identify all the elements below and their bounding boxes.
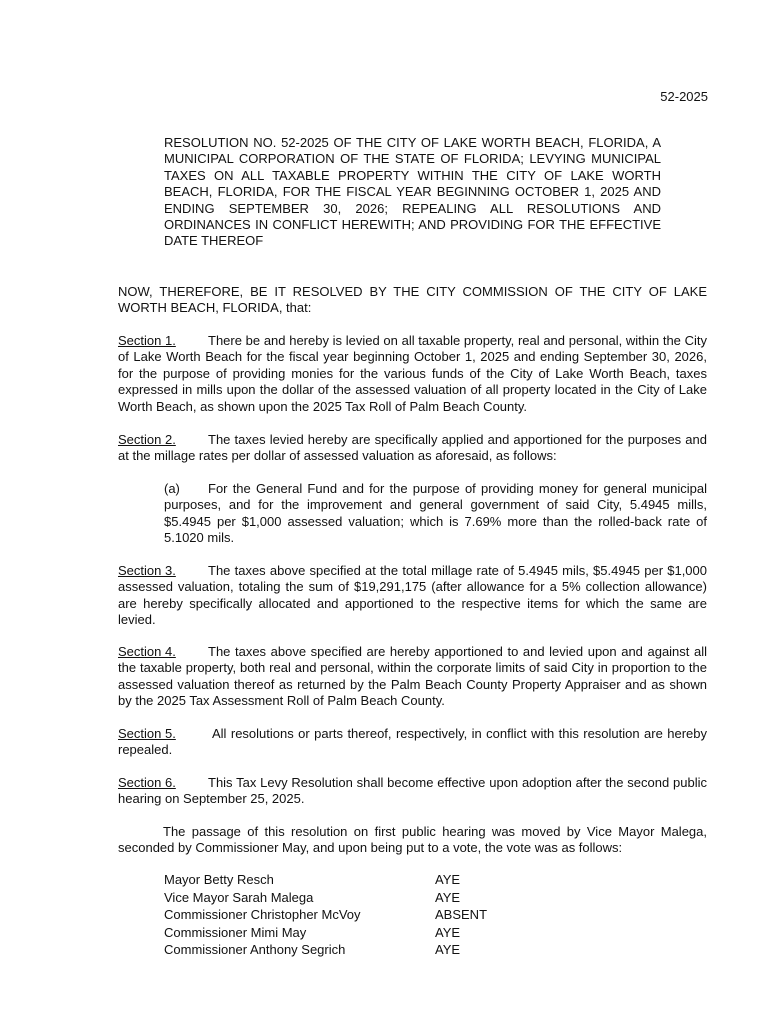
vote-value: AYE <box>435 942 461 958</box>
section-text: The taxes above specified are hereby apportioned to and levied upon and against all the taxable property, both real and personal, within the corporate limits of said City in proportion to the assessed valuation thereof as returned by the Palm Beach County Property Appraiser and as shown by the 2025 Tax Assessment Roll of Palm Beach County. <box>118 644 707 709</box>
subsection-text: For the General Fund and for the purpose of providing money for general municipal purposes, and for the improvement and general government of said City, 5.4945 mills, $5.4945 per $1,000 assessed valuation; which is 7.69% more than the rolled-back rate of 5.1020 mils. <box>164 481 707 546</box>
voter-name: Commissioner Mimi May <box>164 924 307 940</box>
section-heading: Section 2. <box>118 432 176 447</box>
section-6 <box>118 775 707 808</box>
section-3 <box>118 563 707 629</box>
subsection-a <box>164 481 707 547</box>
voter-name: Mayor Betty Resch <box>164 872 274 887</box>
section-heading: Section 6. <box>118 775 176 790</box>
vote-value: ABSENT <box>435 907 488 923</box>
section-4 <box>118 644 707 710</box>
section-heading: Section 4. <box>118 644 176 659</box>
vote-row <box>164 942 564 960</box>
subsection-marker: (a) <box>164 481 180 496</box>
section-text: This Tax Levy Resolution shall become effective upon adoption after the second public hearing on September 25, 2025. <box>118 775 707 807</box>
document-number: 52-2025 <box>660 89 708 104</box>
voter-name: Vice Mayor Sarah Malega <box>164 889 314 905</box>
passage-paragraph <box>118 824 707 857</box>
voter-name: Commissioner Christopher McVoy <box>164 907 361 923</box>
section-text: There be and hereby is levied on all taxable property, real and personal, within the City of Lake Worth Beach for the fiscal year beginning October 1, 2025 and ending September 30, 2026, for the purpose of providing monies for the various funds of the City of Lake Worth Beach, taxes expressed in mills upon the dollar of the assessed valuation of all property located in the City of Lake Worth Beach, as shown upon the 2025 Tax Roll of Palm Beach County. <box>118 333 707 414</box>
vote-row <box>164 925 564 943</box>
section-2 <box>118 432 707 465</box>
section-heading: Section 5. <box>118 726 176 741</box>
vote-value: AYE <box>435 872 461 887</box>
voter-name: Commissioner Anthony Segrich <box>164 942 346 958</box>
section-5 <box>118 726 707 759</box>
vote-value: AYE <box>435 924 461 940</box>
vote-row <box>164 890 564 908</box>
section-text: All resolutions or parts thereof, respectively, in conflict with this resolution are hereby repealed. <box>118 726 707 758</box>
section-text: The taxes above specified at the total millage rate of 5.4945 mils, $5.4945 per $1,000 assessed valuation, totaling the sum of $19,291,175 (after allowance for a 5% collection allowance) are hereby specifically allocated and apportioned to the respective items for which the same are levied. <box>118 563 707 628</box>
vote-value: AYE <box>435 889 461 905</box>
section-1 <box>118 333 707 415</box>
section-text: The taxes levied hereby are specifically applied and apportioned for the purposes and at the millage rates per dollar of assessed valuation as aforesaid, as follows: <box>118 432 707 464</box>
resolution-title: RESOLUTION NO. 52-2025 OF THE CITY OF LAKE WORTH BEACH, FLORIDA, A MUNICIPAL CORPORATION OF THE STATE OF FLORIDA; LEVYING MUNICIPAL TAXES ON ALL TAXABLE PROPERTY WITHIN THE CITY OF LAKE WORTH BEACH, FLORIDA, FOR THE FISCAL YEAR BEGINNING OCTOBER 1, 2025 AND ENDING SEPTEMBER 30, 2026; REPEALING ALL RESOLUTIONS AND ORDINANCES IN CONFLICT HEREWITH; AND PROVIDING FOR THE EFFECTIVE DATE THEREOF <box>164 135 661 249</box>
vote-row <box>164 907 564 925</box>
preamble: NOW, THEREFORE, BE IT RESOLVED BY THE CITY COMMISSION OF THE CITY OF LAKE WORTH BEACH, FLORIDA, that: <box>118 284 707 316</box>
section-heading: Section 3. <box>118 563 176 578</box>
vote-table <box>164 872 564 960</box>
section-heading: Section 1. <box>118 333 176 348</box>
passage-text: The passage of this resolution on first public hearing was moved by Vice Mayor Malega, seconded by Commissioner May, and upon being put to a vote, the vote was as follows: <box>118 824 707 856</box>
vote-row <box>164 872 564 890</box>
